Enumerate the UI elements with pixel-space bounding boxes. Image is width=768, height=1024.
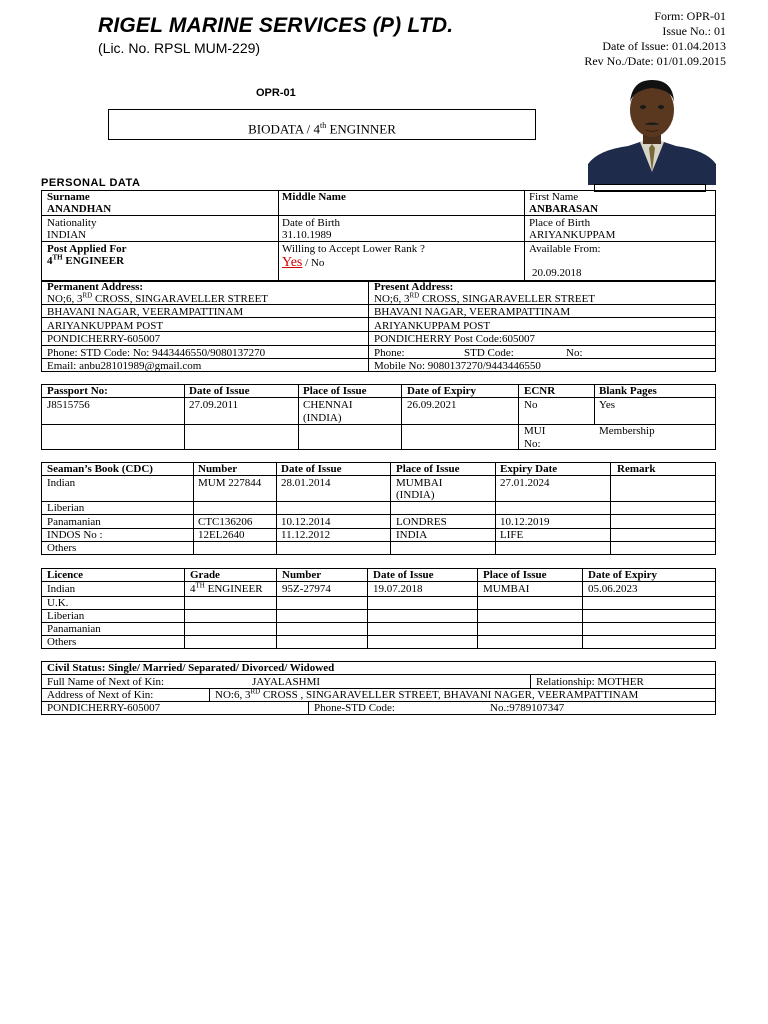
- licence-row-uk: U.K.: [47, 597, 69, 609]
- cdc-row-indian: Indian: [47, 477, 76, 489]
- grade-num: 4: [190, 583, 196, 595]
- licence-row-panamanian: Panamanian: [47, 623, 101, 635]
- licence-indian-issue: 19.07.2018: [373, 583, 423, 595]
- license-number: (Lic. No. RPSL MUM-229): [98, 40, 261, 56]
- middle-name-label: Middle Name: [282, 191, 346, 203]
- pres-line1-sup: RD: [409, 291, 420, 300]
- kin-addr-b: CROSS , SINGARAVELLER STREET, BHAVANI NAGER, VEERAMPATTINAM: [260, 689, 639, 701]
- kin-phone-no: No.:9789107347: [490, 702, 565, 714]
- lower-rank-no: No: [310, 257, 325, 269]
- cdc-row-panamanian: Panamanian: [47, 516, 101, 528]
- next-of-kin-name: JAYALASHMI: [252, 676, 321, 688]
- pob-label: Place of Birth: [529, 217, 591, 229]
- company-name: RIGEL MARINE SERVICES (P) LTD.: [98, 14, 454, 37]
- title-sup: th: [319, 121, 327, 130]
- grade-sup: TH: [195, 581, 205, 590]
- permanent-address-line4: PONDICHERRY-605007: [47, 333, 161, 345]
- licence-header-expiry: Date of Expiry: [588, 569, 658, 581]
- email: Email: anbu28101989@gmail.com: [47, 360, 202, 372]
- cdc-panamanian-issue: 10.12.2014: [281, 516, 331, 528]
- revision-no: Rev No./Date: 01/01.09.2015: [584, 54, 726, 68]
- present-address-line4: PONDICHERRY Post Code:605007: [374, 333, 535, 345]
- cdc-indos-place: INDIA: [396, 529, 428, 541]
- passport-blank-header: Blank Pages: [599, 385, 657, 397]
- passport-place-header: Place of Issue: [303, 385, 367, 397]
- civil-status: Civil Status: Single/ Married/ Separated/ Divorced/ Widowed: [47, 662, 335, 674]
- grade-rank: ENGINEER: [204, 583, 263, 595]
- date-of-issue: Date of Issue: 01.04.2013: [602, 39, 726, 53]
- pob-value: ARIYANKUPPAM: [529, 229, 616, 241]
- cdc-header-issue: Date of Issue: [281, 463, 342, 475]
- post-sup: TH: [52, 253, 63, 262]
- available-from-label: Available From:: [529, 243, 601, 255]
- section-personal-data: PERSONAL DATA: [41, 177, 141, 189]
- passport-place: CHENNAI: [303, 399, 353, 411]
- opr-code: OPR-01: [256, 87, 296, 99]
- lower-rank-value: [282, 257, 324, 269]
- present-no-label: No:: [566, 347, 583, 359]
- cdc-indian-number: MUM 227844: [198, 477, 262, 489]
- mui-label: MUI: [524, 425, 546, 437]
- licence-header-type: Licence: [47, 569, 84, 581]
- present-address-line1: [374, 293, 595, 305]
- form-info: [584, 9, 726, 69]
- kin-addr-a: NO:6, 3: [215, 689, 251, 701]
- kin-addr-sup: RD: [250, 687, 261, 696]
- cdc-panamanian-expiry: 10.12.2019: [500, 516, 550, 528]
- nationality-label: Nationality: [47, 217, 97, 229]
- perm-line1-sup: RD: [82, 291, 93, 300]
- licence-header-place: Place of Issue: [483, 569, 547, 581]
- cdc-indos-expiry: LIFE: [500, 529, 524, 541]
- surname-value: ANANDHAN: [47, 203, 112, 215]
- title-text: BIODATA / 4: [248, 121, 320, 137]
- passport-issue-date: 27.09.2011: [189, 399, 239, 411]
- post-applied-value: [47, 255, 124, 267]
- cdc-panamanian-place: LONDRES: [396, 516, 447, 528]
- perm-line1-b: CROSS, SINGARAVELLER STREET: [92, 293, 269, 305]
- lower-rank-yes: Yes: [282, 255, 303, 270]
- cdc-panamanian-number: CTC136206: [198, 516, 253, 528]
- passport-number: J8515756: [47, 399, 90, 411]
- passport-place-country: (INDIA): [303, 412, 342, 424]
- relationship: Relationship: MOTHER: [536, 676, 644, 688]
- pres-line1-a: NO;6, 3: [374, 293, 410, 305]
- cdc-indos-issue: 11.12.2012: [281, 529, 331, 541]
- passport-blank-pages: Yes: [599, 399, 616, 411]
- lower-rank-label: Willing to Accept Lower Rank ?: [282, 243, 425, 255]
- title-text-end: ENGINNER: [326, 121, 396, 137]
- cdc-row-others: Others: [47, 542, 77, 554]
- nationality-value: INDIAN: [47, 229, 87, 241]
- post-num: 4: [47, 255, 53, 267]
- dob-label: Date of Birth: [282, 217, 341, 229]
- passport-ecnr-header: ECNR: [524, 385, 556, 397]
- surname-label: Surname: [47, 191, 90, 203]
- applicant-photo: [588, 72, 716, 185]
- cdc-header-type: Seaman’s Book (CDC): [47, 463, 153, 475]
- present-std-code-label: STD Code:: [464, 347, 514, 359]
- cdc-header-place: Place of Issue: [396, 463, 460, 475]
- passport-expiry-date: 26.09.2021: [407, 399, 457, 411]
- cdc-indian-expiry: 27.01.2024: [500, 477, 550, 489]
- passport-ecnr: No: [524, 399, 538, 411]
- licence-header-grade: Grade: [190, 569, 220, 581]
- cdc-indian-issue: 28.01.2014: [281, 477, 331, 489]
- cdc-row-liberian: Liberian: [47, 502, 85, 514]
- dob-value: 31.10.1989: [282, 229, 332, 241]
- present-address-label: Present Address:: [374, 281, 454, 293]
- pres-line1-b: CROSS, SINGARAVELLER STREET: [419, 293, 596, 305]
- permanent-address-line2: BHAVANI NAGAR, VEERAMPATTINAM: [47, 306, 244, 318]
- cdc-header-remark: Remark: [617, 463, 656, 475]
- passport-issue-header: Date of Issue: [189, 385, 250, 397]
- cdc-header-expiry: Expiry Date: [500, 463, 558, 475]
- perm-line1-a: NO;6, 3: [47, 293, 83, 305]
- post-applied-label: Post Applied For: [47, 243, 127, 255]
- kin-city: PONDICHERRY-605007: [47, 702, 161, 714]
- issue-no: Issue No.: 01: [662, 24, 726, 38]
- lower-rank-sep: /: [302, 257, 311, 269]
- permanent-address-line3: ARIYANKUPPAM POST: [47, 320, 164, 332]
- mobile-no: Mobile No: 9080137270/9443446550: [374, 360, 541, 372]
- licence-row-liberian: Liberian: [47, 610, 85, 622]
- cdc-header-number: Number: [198, 463, 238, 475]
- form-no: Form: OPR-01: [654, 9, 726, 23]
- kin-address: [215, 689, 638, 701]
- licence-indian-expiry: 05.06.2023: [588, 583, 638, 595]
- licence-row-indian: Indian: [47, 583, 76, 595]
- licence-indian-grade: [190, 583, 263, 595]
- licence-header-issue: Date of Issue: [373, 569, 434, 581]
- passport-no-header: Passport No:: [47, 385, 108, 397]
- permanent-address-line1: [47, 293, 268, 305]
- present-phone-label: Phone:: [374, 347, 405, 359]
- licence-row-others: Others: [47, 636, 77, 648]
- document-title: [108, 109, 536, 140]
- present-address-line3: ARIYANKUPPAM POST: [374, 320, 491, 332]
- permanent-address-label: Permanent Address:: [47, 281, 144, 293]
- membership-label: Membership: [599, 425, 655, 437]
- next-of-kin-label: Full Name of Next of Kin:: [47, 676, 165, 688]
- passport-expiry-header: Date of Expiry: [407, 385, 477, 397]
- cdc-row-indos: INDOS No :: [47, 529, 103, 541]
- cdc-indian-place-country: (INDIA): [396, 489, 435, 501]
- post-rank: ENGINEER: [62, 255, 125, 267]
- first-name-label: First Name: [529, 191, 579, 203]
- licence-indian-place: MUMBAI: [483, 583, 530, 595]
- permanent-phone: Phone: STD Code: No: 9443446550/9080137270: [47, 347, 266, 359]
- licence-indian-number: 95Z-27974: [282, 583, 331, 595]
- licence-header-number: Number: [282, 569, 322, 581]
- cdc-indos-number: 12EL2640: [198, 529, 245, 541]
- available-from-value: 20.09.2018: [532, 267, 582, 279]
- present-address-line2: BHAVANI NAGAR, VEERAMPATTINAM: [374, 306, 571, 318]
- mui-no-label: No:: [524, 438, 541, 450]
- first-name-value: ANBARASAN: [529, 203, 599, 215]
- kin-phone-label: Phone-STD Code:: [314, 702, 395, 714]
- kin-address-label: Address of Next of Kin:: [47, 689, 154, 701]
- cdc-indian-place: MUMBAI: [396, 477, 443, 489]
